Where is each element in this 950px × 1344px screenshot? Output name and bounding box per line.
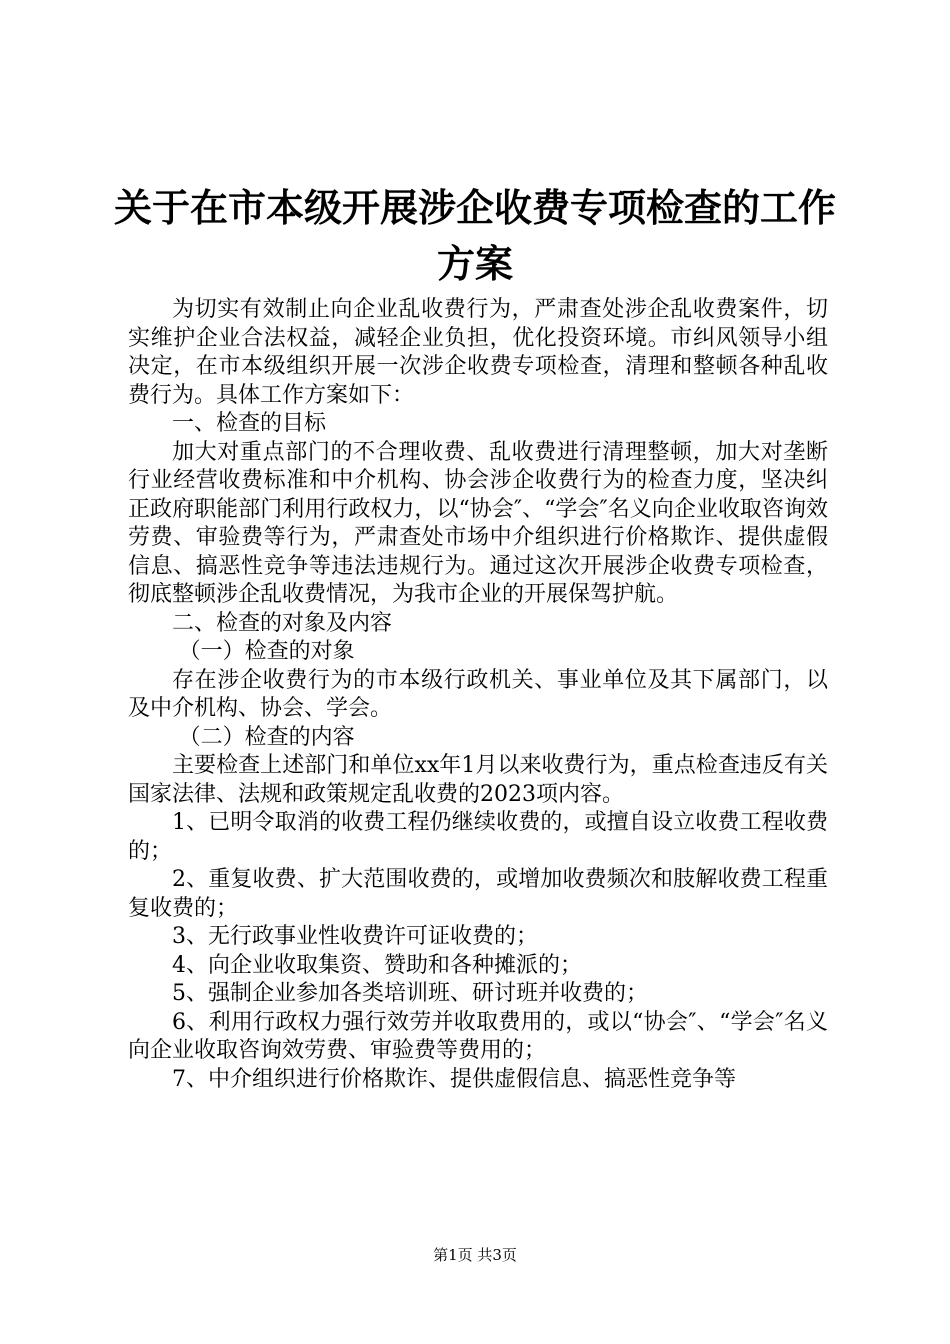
page-footer: 第1页 共3页 [433,1246,517,1264]
list-item: 1、已明令取消的收费工程仍继续收费的，或擅自设立收费工程收费的； [128,810,828,864]
list-item: 3、无行政事业性收费许可证收费的； [172,924,538,949]
content-paragraph: 主要检查上述部门和单位xx年1月以来收费行为，重点检查违反有关国家法律、法规和政策规定乱收费的2023项内容。 [128,753,828,807]
list-item: 7、中介组织进行价格欺诈、提供虚假信息、搞恶性竞争等 [172,1066,736,1092]
page-title: 关于在市本级开展涉企收费专项检查的工作方案 [113,185,836,286]
list-item: 4、向企业收取集资、赞助和各种摊派的； [172,952,582,978]
list-item: 2、重复收费、扩大范围收费的，或增加收费频次和肢解收费工程重复收费的； [128,867,828,921]
targets-paragraph: 存在涉企收费行为的市本级行政机关、事业单位及其下属部门，以及中介机构、协会、学会。 [128,667,828,721]
subheading-targets: （一）检查的对象 [178,639,355,664]
objectives-paragraph: 加大对重点部门的不合理收费、乱收费进行清理整顿，加大对垄断行业经营收费标准和中介机构、协会涉企收费行为的检查力度，坚决纠正政府职能部门利用行政权力，以“协会″、“学会″名义向企业收取咨询效劳费、审验费等行为，严肃查处市场中介组织进行价格欺诈、提供虚假信息、搞恶性竞争等违法违规行为。通过这次开展涉企收费专项检查，彻底整顿涉企乱收费情况，为我市企业的开展保驾护航。 [128,439,828,607]
subheading-content: （二）检查的内容 [178,724,355,750]
list-item: 6、利用行政权力强行效劳并收取费用的，或以“协会″、“学会″名义向企业收取咨询效劳费、审验费等费用的； [128,1009,828,1063]
section-heading-targets-content: 二、检查的对象及内容 [172,610,393,636]
section-heading-objectives: 一、检查的目标 [172,411,327,436]
document-body [128,296,828,1094]
list-item: 5、强制企业参加各类培训班、研讨班并收费的； [172,981,648,1006]
intro-paragraph: 为切实有效制止向企业乱收费行为，严肃查处涉企乱收费案件，切实维护企业合法权益，减轻企业负担，优化投资环境。市纠风领导小组决定，在市本级组织开展一次涉企收费专项检查，清理和整顿各种乱收费行为。具体工作方案如下： [128,297,828,408]
